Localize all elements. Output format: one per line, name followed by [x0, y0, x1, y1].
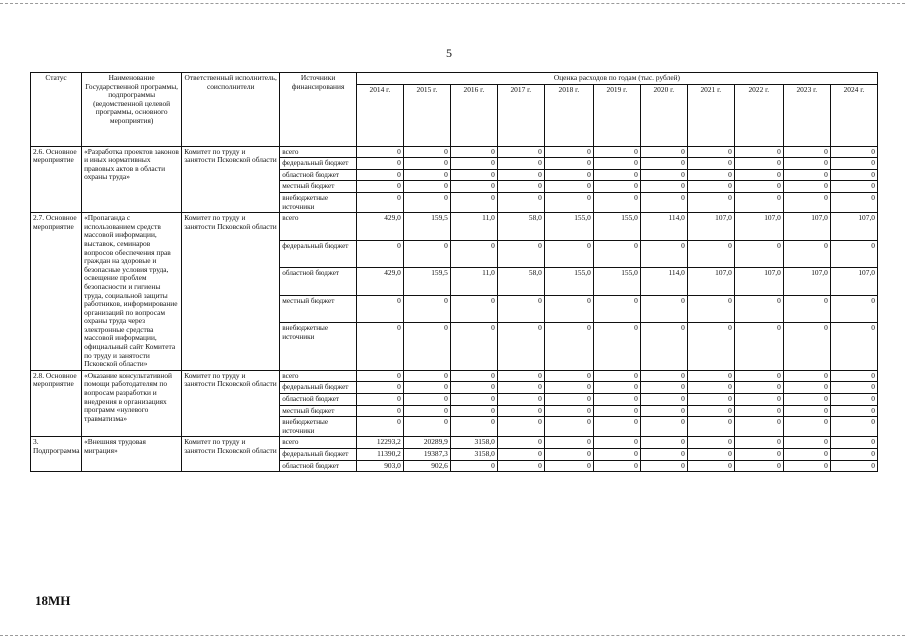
amount-cell: 0: [687, 405, 734, 417]
amount-cell: 0: [356, 417, 403, 437]
amount-cell: 0: [687, 146, 734, 158]
amount-cell: 0: [497, 449, 544, 461]
amount-cell: 0: [450, 417, 497, 437]
amount-cell: 0: [734, 417, 783, 437]
amount-cell: 114,0: [640, 268, 687, 295]
amount-cell: 0: [593, 394, 640, 406]
amount-cell: 0: [640, 437, 687, 449]
amount-cell: 12293,2: [356, 437, 403, 449]
amount-cell: 0: [783, 370, 830, 382]
budget-table: [30, 72, 878, 472]
amount-cell: 0: [687, 460, 734, 472]
financing-source: внебюджетные источники: [280, 192, 357, 212]
header-year: 2016 г.: [450, 84, 497, 146]
amount-cell: 0: [687, 322, 734, 370]
amount-cell: 0: [640, 322, 687, 370]
amount-cell: 0: [640, 460, 687, 472]
header-year: 2014 г.: [356, 84, 403, 146]
table-row: [31, 213, 878, 240]
amount-cell: 0: [403, 192, 450, 212]
amount-cell: 0: [593, 158, 640, 170]
amount-cell: 0: [734, 370, 783, 382]
amount-cell: 107,0: [783, 268, 830, 295]
amount-cell: 159,5: [403, 268, 450, 295]
financing-source: внебюджетные источники: [280, 322, 357, 370]
amount-cell: 0: [830, 417, 877, 437]
amount-cell: 0: [734, 181, 783, 193]
amount-cell: 0: [734, 322, 783, 370]
amount-cell: 0: [640, 240, 687, 267]
amount-cell: 0: [734, 295, 783, 322]
amount-cell: 0: [783, 460, 830, 472]
amount-cell: 0: [593, 417, 640, 437]
amount-cell: 0: [403, 394, 450, 406]
amount-cell: 429,0: [356, 268, 403, 295]
amount-cell: 0: [356, 146, 403, 158]
amount-cell: 3158,0: [450, 449, 497, 461]
amount-cell: 0: [403, 158, 450, 170]
amount-cell: 114,0: [640, 213, 687, 240]
document-code: 18МН: [35, 593, 71, 608]
amount-cell: 0: [783, 437, 830, 449]
financing-source: местный бюджет: [280, 181, 357, 193]
amount-cell: 0: [830, 322, 877, 370]
amount-cell: 0: [783, 417, 830, 437]
header-executor: Ответственный исполнитель, соисполнители: [182, 73, 280, 147]
amount-cell: 107,0: [687, 213, 734, 240]
group-executor: Комитет по труду и занятости Псковской области: [182, 370, 280, 437]
amount-cell: 107,0: [734, 268, 783, 295]
amount-cell: 0: [830, 460, 877, 472]
amount-cell: 0: [497, 417, 544, 437]
amount-cell: 0: [830, 158, 877, 170]
header-year: 2018 г.: [544, 84, 593, 146]
amount-cell: 0: [830, 382, 877, 394]
amount-cell: 0: [640, 417, 687, 437]
amount-cell: 0: [544, 192, 593, 212]
amount-cell: 0: [640, 370, 687, 382]
amount-cell: 0: [830, 240, 877, 267]
amount-cell: 0: [497, 405, 544, 417]
header-year: 2024 г.: [830, 84, 877, 146]
group-status: 2.6. Основное мероприятие: [31, 146, 82, 213]
amount-cell: 0: [830, 394, 877, 406]
amount-cell: 0: [687, 449, 734, 461]
group-name: «Оказание консультативной помощи работодателям по вопросам разработки и внедрения в организациях программ «нулевого травматизма»: [82, 370, 182, 437]
amount-cell: 0: [830, 295, 877, 322]
amount-cell: 0: [783, 192, 830, 212]
amount-cell: 11,0: [450, 268, 497, 295]
amount-cell: 0: [544, 370, 593, 382]
amount-cell: 20289,9: [403, 437, 450, 449]
amount-cell: 107,0: [734, 213, 783, 240]
amount-cell: 0: [544, 322, 593, 370]
financing-source: федеральный бюджет: [280, 449, 357, 461]
amount-cell: 155,0: [544, 213, 593, 240]
scan-edge-top: [0, 3, 905, 4]
amount-cell: 0: [640, 181, 687, 193]
amount-cell: 0: [687, 295, 734, 322]
amount-cell: 0: [687, 417, 734, 437]
amount-cell: 0: [450, 295, 497, 322]
header-year: 2021 г.: [687, 84, 734, 146]
amount-cell: 0: [783, 158, 830, 170]
amount-cell: 0: [593, 169, 640, 181]
amount-cell: 107,0: [830, 268, 877, 295]
amount-cell: 0: [356, 405, 403, 417]
amount-cell: 0: [450, 382, 497, 394]
amount-cell: 58,0: [497, 213, 544, 240]
amount-cell: 0: [497, 460, 544, 472]
amount-cell: 159,5: [403, 213, 450, 240]
amount-cell: 0: [783, 146, 830, 158]
amount-cell: 0: [640, 394, 687, 406]
amount-cell: 3158,0: [450, 437, 497, 449]
table-row: [31, 370, 878, 382]
financing-source: областной бюджет: [280, 394, 357, 406]
amount-cell: 0: [830, 370, 877, 382]
amount-cell: 0: [356, 322, 403, 370]
amount-cell: 0: [734, 169, 783, 181]
amount-cell: 0: [403, 146, 450, 158]
amount-cell: 0: [593, 460, 640, 472]
amount-cell: 107,0: [830, 213, 877, 240]
amount-cell: 0: [497, 240, 544, 267]
amount-cell: 0: [593, 146, 640, 158]
amount-cell: 0: [783, 382, 830, 394]
amount-cell: 0: [687, 192, 734, 212]
amount-cell: 0: [403, 240, 450, 267]
amount-cell: 0: [497, 382, 544, 394]
amount-cell: 0: [640, 146, 687, 158]
group-name: «Пропаганда с использованием средств массовой информации, выставок, семинаров вопросов обеспечения прав граждан на здоровые и безопасные условия труда, освещение проблем безопасности и гигиены труда, социальной защиты работников, информирование организаций по вопросам охраны труда через электронные средства массовой информации, официальный сайт Комитета по труду и занятости Псковской области»: [82, 213, 182, 371]
amount-cell: 0: [734, 437, 783, 449]
amount-cell: 0: [544, 449, 593, 461]
amount-cell: 0: [687, 394, 734, 406]
amount-cell: 0: [450, 240, 497, 267]
amount-cell: 0: [403, 382, 450, 394]
amount-cell: 0: [544, 240, 593, 267]
amount-cell: 0: [640, 382, 687, 394]
amount-cell: 0: [687, 370, 734, 382]
group-executor: Комитет по труду и занятости Псковской области: [182, 437, 280, 472]
amount-cell: 0: [450, 370, 497, 382]
amount-cell: 0: [734, 394, 783, 406]
amount-cell: 0: [830, 146, 877, 158]
amount-cell: 0: [497, 394, 544, 406]
amount-cell: 0: [593, 382, 640, 394]
header-status: Статус: [31, 73, 82, 147]
amount-cell: 155,0: [593, 213, 640, 240]
amount-cell: 0: [687, 382, 734, 394]
amount-cell: 0: [403, 169, 450, 181]
header-year: 2017 г.: [497, 84, 544, 146]
amount-cell: 0: [830, 449, 877, 461]
amount-cell: 0: [497, 169, 544, 181]
amount-cell: 0: [403, 417, 450, 437]
group-status: 3. Подпрограмма: [31, 437, 82, 472]
amount-cell: 0: [450, 146, 497, 158]
amount-cell: 0: [734, 460, 783, 472]
amount-cell: 0: [356, 158, 403, 170]
amount-cell: 0: [544, 405, 593, 417]
amount-cell: 0: [593, 370, 640, 382]
header-name: Наименование Государственной программы, подпрограммы (ведомственной целевой программы, основного мероприятия): [82, 73, 182, 147]
amount-cell: 0: [450, 405, 497, 417]
financing-source: местный бюджет: [280, 405, 357, 417]
amount-cell: 0: [783, 181, 830, 193]
amount-cell: 902,6: [403, 460, 450, 472]
amount-cell: 0: [403, 370, 450, 382]
amount-cell: 107,0: [687, 268, 734, 295]
group-executor: Комитет по труду и занятости Псковской области: [182, 146, 280, 213]
amount-cell: 0: [593, 322, 640, 370]
amount-cell: 0: [640, 295, 687, 322]
financing-source: всего: [280, 146, 357, 158]
amount-cell: 0: [734, 158, 783, 170]
amount-cell: 0: [403, 405, 450, 417]
amount-cell: 0: [687, 437, 734, 449]
amount-cell: 0: [783, 322, 830, 370]
amount-cell: 0: [783, 449, 830, 461]
header-year: 2020 г.: [640, 84, 687, 146]
amount-cell: 429,0: [356, 213, 403, 240]
amount-cell: 155,0: [544, 268, 593, 295]
financing-source: внебюджетные источники: [280, 417, 357, 437]
amount-cell: 155,0: [593, 268, 640, 295]
amount-cell: 0: [783, 240, 830, 267]
amount-cell: 0: [830, 181, 877, 193]
amount-cell: 0: [734, 382, 783, 394]
amount-cell: 0: [687, 169, 734, 181]
amount-cell: 0: [356, 240, 403, 267]
amount-cell: 0: [450, 460, 497, 472]
amount-cell: 0: [497, 192, 544, 212]
header-estimate: Оценка расходов по годам (тыс. рублей): [356, 73, 877, 85]
amount-cell: 0: [593, 240, 640, 267]
amount-cell: 0: [593, 449, 640, 461]
amount-cell: 0: [544, 169, 593, 181]
amount-cell: 0: [830, 405, 877, 417]
amount-cell: 58,0: [497, 268, 544, 295]
amount-cell: 0: [687, 158, 734, 170]
scan-edge-bottom: [0, 635, 905, 636]
amount-cell: 0: [497, 370, 544, 382]
amount-cell: 0: [830, 169, 877, 181]
amount-cell: 0: [830, 192, 877, 212]
group-status: 2.7. Основное мероприятие: [31, 213, 82, 371]
amount-cell: 0: [544, 417, 593, 437]
amount-cell: 0: [356, 295, 403, 322]
header-year: 2022 г.: [734, 84, 783, 146]
amount-cell: 0: [356, 394, 403, 406]
amount-cell: 11390,2: [356, 449, 403, 461]
amount-cell: 0: [497, 322, 544, 370]
financing-source: областной бюджет: [280, 268, 357, 295]
amount-cell: 903,0: [356, 460, 403, 472]
amount-cell: 0: [356, 181, 403, 193]
header-year: 2019 г.: [593, 84, 640, 146]
amount-cell: 0: [783, 394, 830, 406]
amount-cell: 0: [783, 405, 830, 417]
financing-source: всего: [280, 370, 357, 382]
header-year: 2023 г.: [783, 84, 830, 146]
amount-cell: 19387,3: [403, 449, 450, 461]
amount-cell: 0: [593, 405, 640, 417]
amount-cell: 11,0: [450, 213, 497, 240]
group-name: «Разработка проектов законов и иных нормативных правовых актов в области охраны труда»: [82, 146, 182, 213]
financing-source: всего: [280, 437, 357, 449]
amount-cell: 0: [450, 394, 497, 406]
amount-cell: 0: [783, 169, 830, 181]
amount-cell: 0: [593, 295, 640, 322]
table-row: [31, 437, 878, 449]
financing-source: федеральный бюджет: [280, 382, 357, 394]
amount-cell: 0: [544, 295, 593, 322]
amount-cell: 0: [783, 295, 830, 322]
amount-cell: 0: [544, 460, 593, 472]
header-year: 2015 г.: [403, 84, 450, 146]
financing-source: всего: [280, 213, 357, 240]
amount-cell: 0: [403, 181, 450, 193]
amount-cell: 0: [593, 437, 640, 449]
amount-cell: 0: [450, 181, 497, 193]
amount-cell: 0: [450, 322, 497, 370]
amount-cell: 0: [640, 192, 687, 212]
group-executor: Комитет по труду и занятости Псковской области: [182, 213, 280, 371]
amount-cell: 0: [734, 146, 783, 158]
amount-cell: 107,0: [783, 213, 830, 240]
amount-cell: 0: [497, 146, 544, 158]
amount-cell: 0: [640, 405, 687, 417]
amount-cell: 0: [356, 370, 403, 382]
financing-source: федеральный бюджет: [280, 240, 357, 267]
amount-cell: 0: [450, 192, 497, 212]
amount-cell: 0: [687, 181, 734, 193]
amount-cell: 0: [544, 437, 593, 449]
amount-cell: 0: [450, 158, 497, 170]
amount-cell: 0: [544, 158, 593, 170]
amount-cell: 0: [734, 192, 783, 212]
amount-cell: 0: [734, 240, 783, 267]
amount-cell: 0: [450, 169, 497, 181]
amount-cell: 0: [544, 146, 593, 158]
amount-cell: 0: [640, 169, 687, 181]
amount-cell: 0: [497, 158, 544, 170]
amount-cell: 0: [593, 181, 640, 193]
amount-cell: 0: [640, 158, 687, 170]
amount-cell: 0: [403, 295, 450, 322]
financing-source: областной бюджет: [280, 169, 357, 181]
financing-source: федеральный бюджет: [280, 158, 357, 170]
page-number: 5: [446, 46, 452, 60]
table-row: [31, 146, 878, 158]
amount-cell: 0: [356, 192, 403, 212]
amount-cell: 0: [830, 437, 877, 449]
financing-source: местный бюджет: [280, 295, 357, 322]
amount-cell: 0: [544, 382, 593, 394]
group-name: «Внешняя трудовая миграция»: [82, 437, 182, 472]
amount-cell: 0: [593, 192, 640, 212]
amount-cell: 0: [403, 322, 450, 370]
amount-cell: 0: [497, 437, 544, 449]
amount-cell: 0: [734, 405, 783, 417]
amount-cell: 0: [734, 449, 783, 461]
amount-cell: 0: [640, 449, 687, 461]
amount-cell: 0: [497, 295, 544, 322]
amount-cell: 0: [544, 394, 593, 406]
group-status: 2.8. Основное мероприятие: [31, 370, 82, 437]
amount-cell: 0: [687, 240, 734, 267]
header-sources: Источники финансирования: [280, 73, 357, 147]
amount-cell: 0: [544, 181, 593, 193]
amount-cell: 0: [356, 169, 403, 181]
financing-source: областной бюджет: [280, 460, 357, 472]
amount-cell: 0: [497, 181, 544, 193]
amount-cell: 0: [356, 382, 403, 394]
